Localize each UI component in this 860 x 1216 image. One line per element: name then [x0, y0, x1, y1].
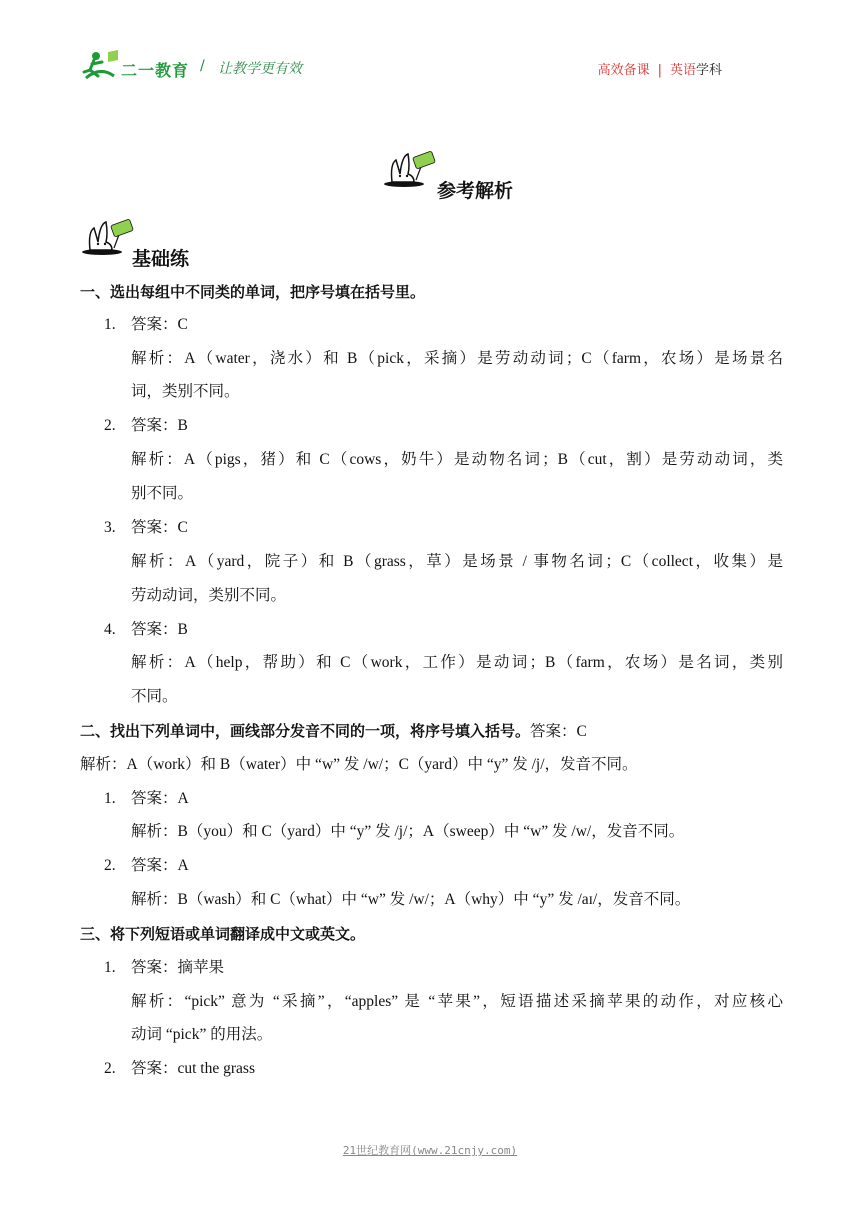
item-answer: 答案：A [131, 790, 189, 807]
item-explanation: 不同。 [131, 688, 178, 705]
item-number: 1. [104, 790, 116, 807]
question-heading: 三、将下列短语或单词翻译成中文或英文。 [80, 925, 366, 943]
section-title: 基础练 [132, 248, 190, 270]
subject-label-left: 高效备课 [597, 63, 650, 78]
brand-name: 二一教育 [121, 61, 190, 80]
bunny-mascot-icon [382, 150, 436, 188]
item-answer: 答案：B [131, 621, 188, 638]
item-explanation: 解析：A（pigs，猪）和 C（cows，奶牛）是动物名词；B（cut，割）是劳动动词，类 [131, 451, 783, 468]
item-answer: 答案：摘苹果 [131, 959, 225, 976]
brand-slogan: 让教学更有效 [218, 61, 302, 77]
item-answer: 答案：cut the grass [131, 1060, 255, 1077]
question-heading: 一、选出每组中不同类的单词，把序号填在括号里。 [80, 283, 426, 301]
item-answer: 答案：B [131, 417, 188, 434]
item-explanation: 词，类别不同。 [131, 383, 240, 400]
item-number: 2. [104, 1060, 116, 1077]
subject-label-mid: 英语 [669, 63, 696, 78]
header-slash: / [200, 58, 205, 74]
page-title: 参考解析 [437, 180, 514, 202]
item-number: 2. [104, 417, 116, 434]
page-header [0, 0, 860, 100]
item-explanation: 动词 “pick” 的用法。 [131, 1026, 273, 1043]
item-answer: 答案：A [131, 857, 189, 874]
question-explanation: 解析：A（work）和 B（water）中 “w” 发 /w/；C（yard）中 “y” 发 /j/，发音不同。 [80, 756, 638, 773]
question-heading-text: 二、找出下列单词中，画线部分发音不同的一项，将序号填入括号。 [80, 722, 531, 740]
footer-link[interactable]: 21世纪教育网(www.21cnjy.com) [342, 1144, 518, 1157]
item-number: 1. [104, 316, 116, 333]
bunny-mascot-icon [80, 218, 134, 256]
item-number: 1. [104, 959, 116, 976]
item-explanation: 劳动动词，类别不同。 [131, 587, 287, 604]
item-explanation: 解析：A（help，帮助）和 C（work，工作）是动词；B（farm，农场）是名词，类别 [131, 654, 783, 671]
item-answer: 答案：C [131, 519, 188, 536]
question-heading [80, 721, 587, 742]
item-explanation: 解析：B（you）和 C（yard）中 “y” 发 /j/；A（sweep）中 “w” 发 /w/，发音不同。 [131, 823, 685, 840]
item-number: 2. [104, 857, 116, 874]
item-number: 3. [104, 519, 116, 536]
item-explanation: 解析：“pick” 意为 “采摘”，“apples” 是 “苹果”，短语描述采摘苹果的动作，对应核心 [131, 993, 783, 1010]
item-explanation: 解析：A（yard，院子）和 B（grass，草）是场景 / 事物名词；C（collect，收集）是 [131, 553, 783, 570]
item-explanation: 别不同。 [131, 485, 194, 502]
item-explanation: 解析：B（wash）和 C（what）中 “w” 发 /w/；A（why）中 “y” 发 /aɪ/，发音不同。 [131, 891, 691, 908]
subject-label [598, 59, 722, 78]
question-heading-answer: 答案：C [530, 723, 587, 740]
item-number: 4. [104, 621, 116, 638]
subject-label-end: 学科 [695, 63, 722, 78]
item-answer: 答案：C [131, 316, 188, 333]
item-explanation: 解析：A（water，浇水）和 B（pick，采摘）是劳动动词；C（farm，农场）是场景名 [131, 350, 783, 367]
subject-label-sep: | [657, 63, 662, 78]
